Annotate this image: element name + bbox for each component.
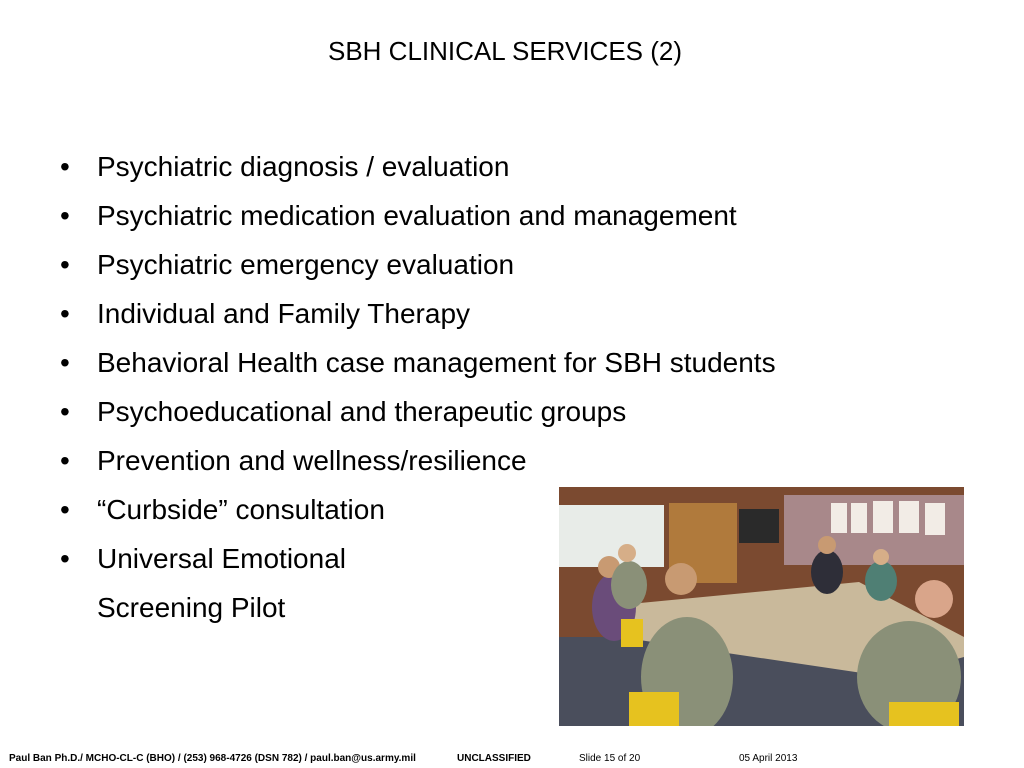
footer-slide-number: Slide 15 of 20 — [579, 753, 641, 764]
footer-classification: UNCLASSIFIED — [457, 753, 531, 764]
photo-poster — [899, 501, 919, 533]
bullet-item — [60, 338, 940, 387]
photo-person-head — [915, 580, 953, 618]
bullet-dot: • — [60, 298, 70, 329]
bullet-dot: • — [60, 200, 70, 231]
photo-person — [611, 561, 647, 609]
photo-person-head — [873, 549, 889, 565]
bullet-dot: • — [60, 494, 70, 525]
footer-date: 05 April 2013 — [739, 753, 798, 764]
bullet-dot: • — [60, 396, 70, 427]
bullet-dot: • — [60, 151, 70, 182]
bullet-item — [60, 387, 940, 436]
photo-person-head — [618, 544, 636, 562]
photo-person-head — [665, 563, 697, 595]
photo-poster — [851, 503, 867, 533]
bullet-item — [60, 436, 940, 485]
photo-person — [865, 561, 897, 601]
footer — [0, 753, 1024, 767]
bullet-text: Universal Emotional — [97, 543, 346, 574]
bullet-text: Psychiatric medication evaluation and management — [97, 200, 737, 231]
bullet-item — [60, 289, 940, 338]
bullet-text: Individual and Family Therapy — [97, 298, 471, 329]
bullet-text-continuation: Screening Pilot — [97, 592, 286, 623]
bullet-item — [60, 191, 940, 240]
bullet-text: Psychoeducational and therapeutic groups — [97, 396, 627, 427]
photo-chair — [621, 619, 643, 647]
classroom-photo — [559, 487, 964, 726]
photo-chair — [629, 692, 679, 726]
photo-tv — [739, 509, 779, 543]
bullet-text: Behavioral Health case management for SBH students — [97, 347, 776, 378]
photo-poster — [925, 503, 945, 535]
bullet-text: Psychiatric diagnosis / evaluation — [97, 151, 510, 182]
photo-poster — [831, 503, 847, 533]
bullet-item — [60, 240, 940, 289]
bullet-dot: • — [60, 347, 70, 378]
classroom-photo-illustration — [559, 487, 964, 726]
bullet-text: Prevention and wellness/resilience — [97, 445, 527, 476]
bullet-text: Psychiatric emergency evaluation — [97, 249, 515, 280]
slide-title: SBH CLINICAL SERVICES (2) — [328, 36, 682, 66]
bullet-dot: • — [60, 543, 70, 574]
bullet-dot: • — [60, 249, 70, 280]
photo-chair — [889, 702, 959, 726]
bullet-dot: • — [60, 445, 70, 476]
bullet-item — [60, 142, 940, 191]
footer-author: Paul Ban Ph.D./ MCHO-CL-C (BHO) / (253) 968-4726 (DSN 782) / paul.ban@us.army.mil — [9, 753, 416, 764]
photo-person — [811, 550, 843, 594]
photo-poster — [873, 501, 893, 533]
bullet-text: “Curbside” consultation — [97, 494, 385, 525]
photo-person-head — [818, 536, 836, 554]
